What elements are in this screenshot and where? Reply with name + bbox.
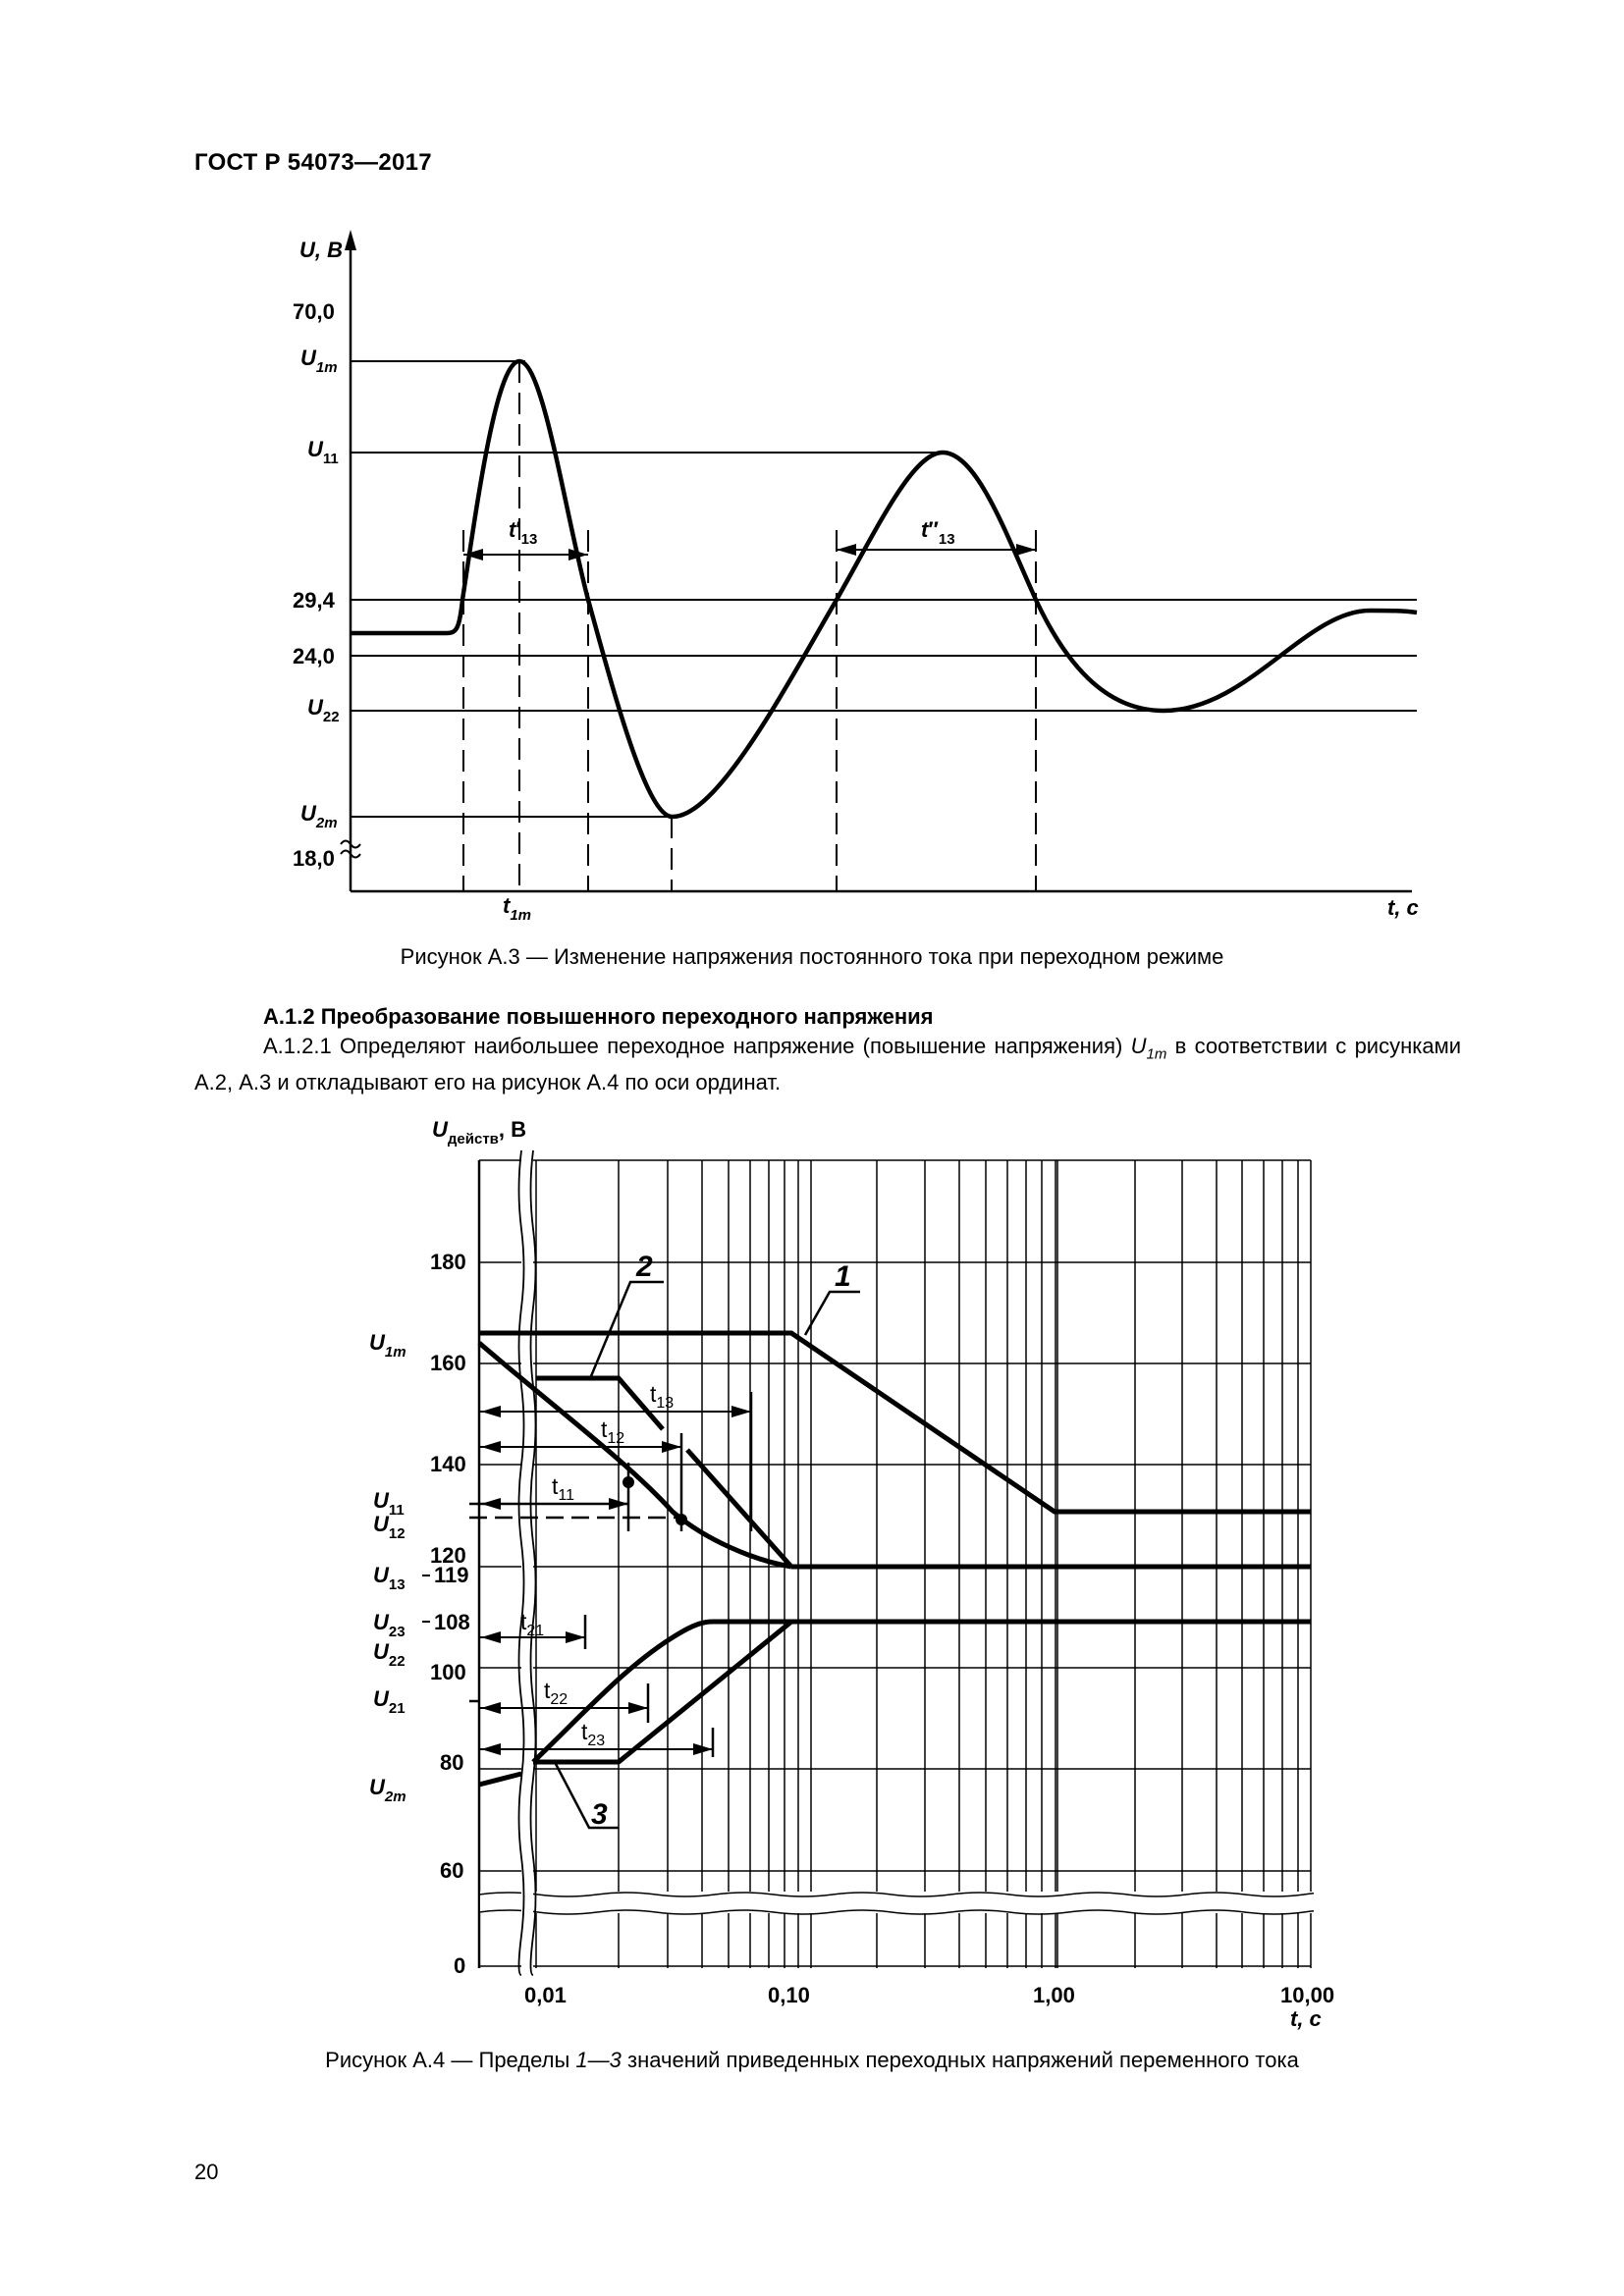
section-heading: А.1.2 Преобразование повышенного переходного напряжения [263,1004,934,1029]
figure-a4-y-axis-label: Uдейств, В [432,1117,527,1148]
figure-a4-tick-100: 100 [430,1660,466,1684]
figure-a3-marker-u11: U11 [307,437,339,467]
figure-a4-xtick-1-00: 1,00 [1033,1983,1075,2007]
figure-a3-marker-u22: U22 [307,695,340,725]
figure-a4-tick-80: 80 [440,1750,464,1775]
figure-a4-tick-120: 120 [430,1543,466,1568]
figure-a4-marker-u12: U12 [373,1512,406,1542]
figure-a4-marker-u21: U21 [373,1686,406,1717]
figure-a4-horizontal-grid [479,1160,1311,1966]
figure-a4-tick-60: 60 [440,1858,464,1883]
paragraph-variable: U [1130,1034,1147,1058]
figure-a3-interval-t13-prime: t′13 [509,517,538,548]
figure-a4-tick-dashes [422,1575,430,1622]
figure-a4-label-t12: t12 [601,1416,625,1447]
figure-a4-xtick-0-10: 0,10 [768,1983,810,2007]
curve-number-3: 3 [591,1798,608,1831]
figure-a3-tick-29-4: 29,4 [293,588,335,613]
figure-a4-marker-u23: U23 [373,1610,406,1640]
figure-a4-tick-180: 180 [430,1250,466,1274]
figure-a4-axis-break [479,1150,1331,1975]
figure-a3-marker-u2m: U2m [300,801,338,831]
figure-a4-label-t22: t22 [544,1678,568,1708]
figure-a3-tick-24: 24,0 [293,644,335,668]
figure-a3-y-axis-label: U, В [299,238,343,262]
paragraph-variable-sub: 1m [1146,1045,1167,1063]
figure-a4-marker-u11: U11 [373,1488,405,1519]
figure-a4-tick-119: 119 [434,1563,469,1587]
figure-a3-x-axis-label: t, с [1387,895,1419,920]
figure-a3-interval-t13-double-prime: t″13 [921,517,955,548]
paragraph-text-after: в соответствии с рисунками А.2, А.3 и откладывают его на рисунок А.4 по оси ординат. [194,1034,1462,1095]
figure-a4-marker-u2m: U2m [369,1775,406,1805]
figure-a3-tick-70: 70,0 [293,299,335,324]
figure-a4-marker-u1m: U1m [369,1330,406,1361]
curve-number-1: 1 [835,1260,851,1293]
figure-a4-interval-arrows [479,1412,751,1749]
figure-a4-tick-108: 108 [434,1610,470,1634]
figure-a4-tick-0: 0 [454,1953,466,1978]
figure-a4-x-axis-label: t, с [1290,2006,1322,2031]
figure-a4-label-t23: t23 [581,1719,606,1749]
figure-a3-marker-u1m: U1m [300,346,338,376]
figure-a4-curves [469,1333,1311,1785]
paragraph-text-before: А.1.2.1 Определяют наибольшее переходное напряжение (повышение напряжения) [263,1034,1131,1058]
figure-a4-caption-before: Рисунок А.4 — Пределы [325,2048,576,2072]
figure-a4-tick-160: 160 [430,1351,466,1375]
figure-a4-tick-140: 140 [430,1452,466,1476]
figure-a3-caption: Рисунок А.3 — Изменение напряжения постоянного тока при переходном режиме [400,944,1224,969]
figure-a4-caption-after: значений приведенных переходных напряжений переменного тока [621,2048,1299,2072]
figure-a4-marker-u22: U22 [373,1639,406,1670]
figure-a4-xtick-10-00: 10,00 [1280,1983,1335,2007]
figure-a4-caption [0,2048,1624,2073]
figure-a4-label-t13: t13 [650,1381,675,1412]
figure-a3-tick-18: 18,0 [293,846,335,871]
curve-3-tail [479,1774,521,1785]
figure-a4-xtick-0-01: 0,01 [524,1983,567,2007]
page-number: 20 [194,2160,219,2184]
figure-a4-label-t11: t11 [552,1473,574,1504]
figure-a4-label-t21: t21 [520,1609,545,1639]
document-header: ГОСТ Р 54073—2017 [194,149,432,176]
figure-a4-caption-range: 1—3 [575,2048,622,2072]
figure-a3-x-marker-t1m: t1m [503,893,532,924]
figure-a4-marker-u13: U13 [373,1563,406,1593]
curve-number-2: 2 [636,1251,653,1283]
